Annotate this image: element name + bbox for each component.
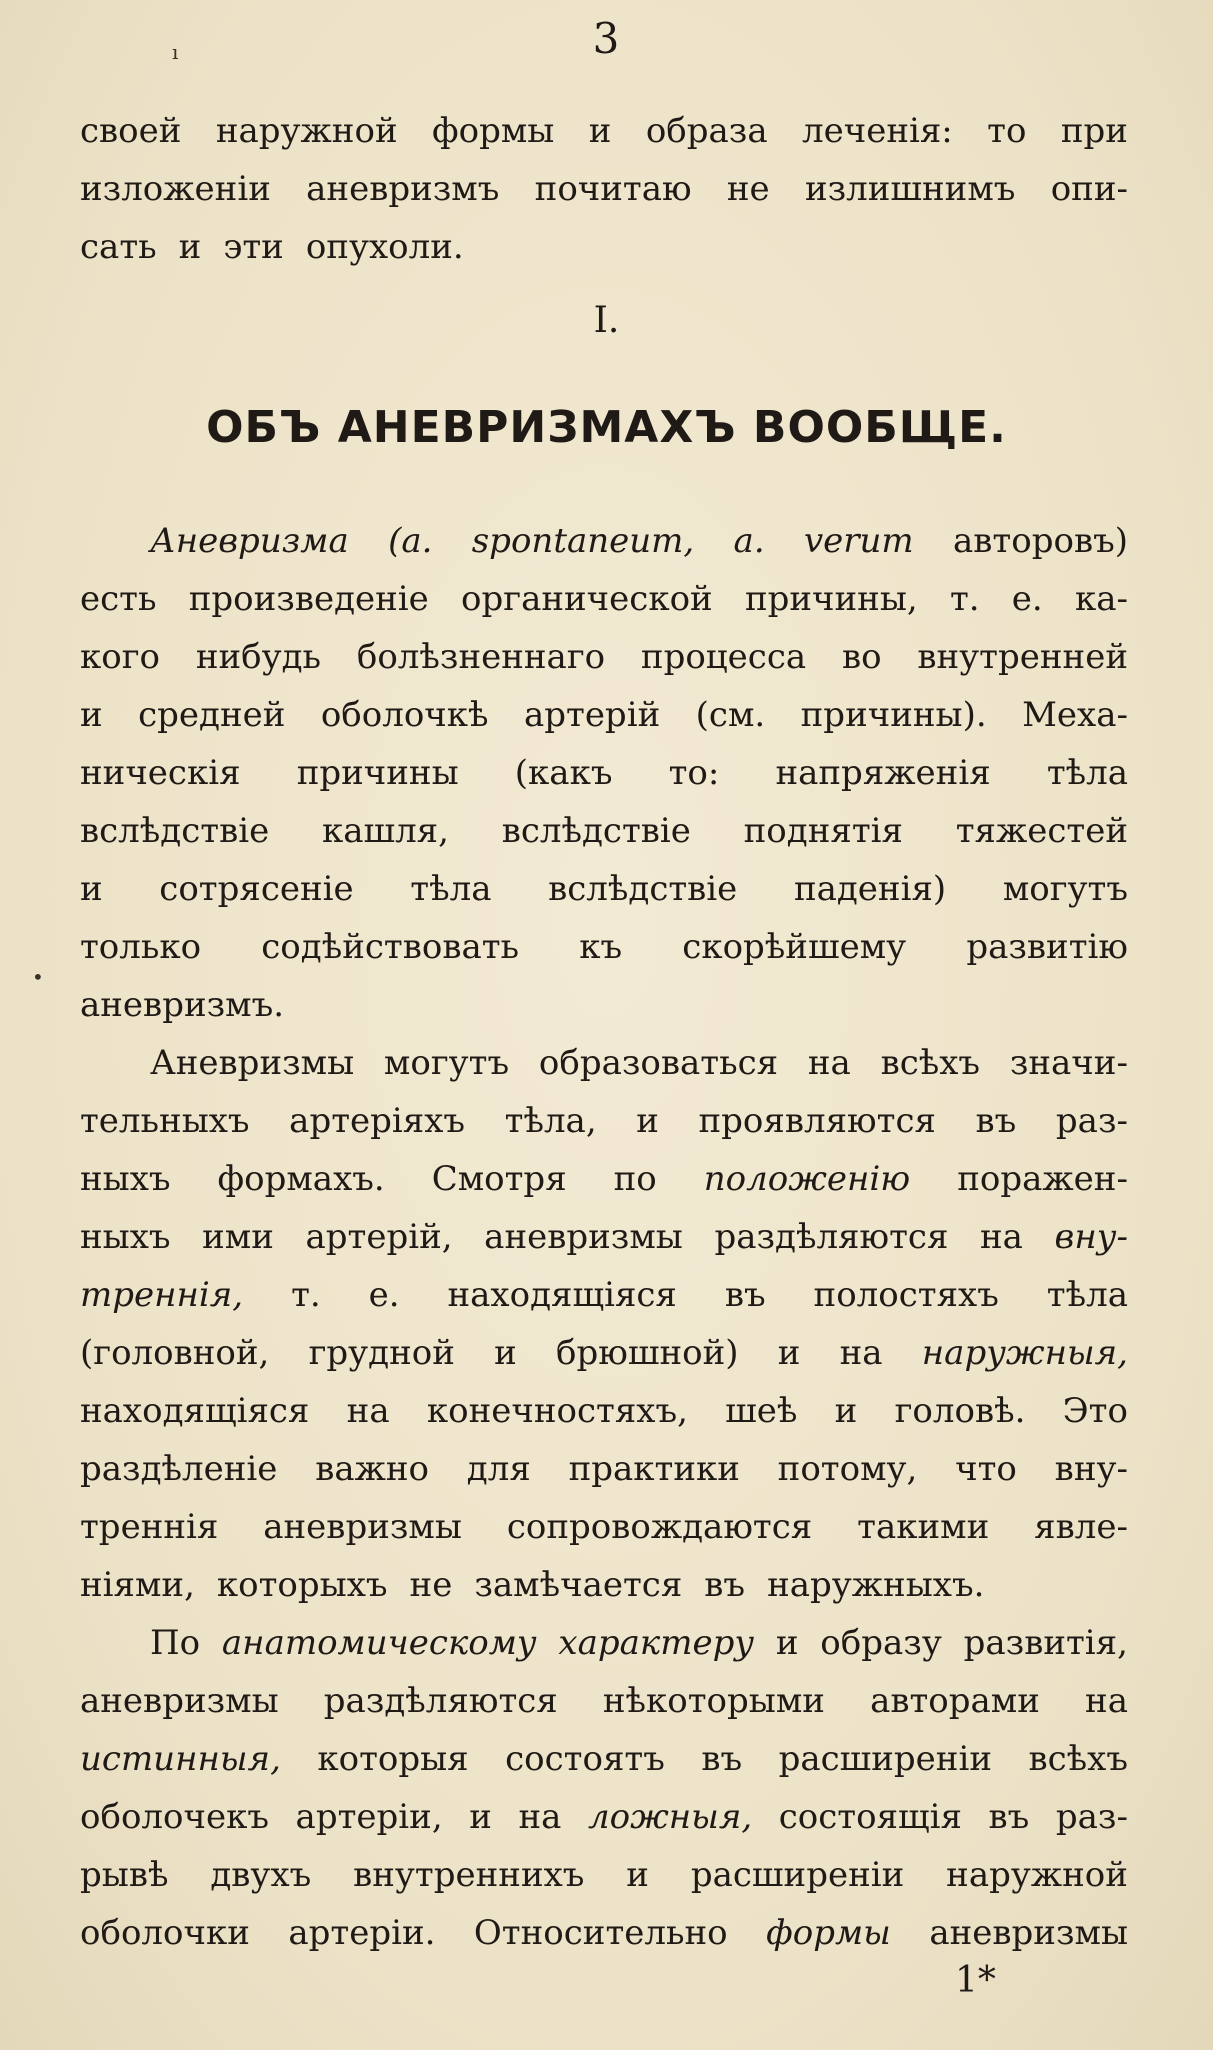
text-line bbox=[80, 918, 1128, 976]
word: наружной bbox=[946, 1855, 1128, 1895]
word: на bbox=[839, 1333, 883, 1373]
word: раз- bbox=[1055, 1797, 1128, 1837]
word: анатомическому bbox=[221, 1623, 537, 1663]
word: болѣзненнаго bbox=[356, 637, 606, 677]
word: и bbox=[777, 1333, 801, 1373]
word: значи- bbox=[1009, 1043, 1128, 1083]
word: важно bbox=[315, 1449, 430, 1489]
word: рывѣ bbox=[80, 1855, 169, 1895]
word: на bbox=[807, 1043, 851, 1083]
word: образоваться bbox=[538, 1043, 779, 1083]
word: кашля, bbox=[321, 811, 449, 851]
word: и bbox=[178, 227, 202, 267]
text-line bbox=[80, 1266, 1128, 1324]
word: почитаю bbox=[534, 169, 692, 209]
text-line bbox=[80, 802, 1128, 860]
word: образу bbox=[820, 1623, 942, 1663]
word: могутъ bbox=[1002, 869, 1128, 909]
print-speck: • bbox=[32, 965, 44, 989]
word: раздѣляются bbox=[323, 1681, 558, 1721]
word: треннія bbox=[80, 1507, 219, 1547]
word: находящіяся bbox=[80, 1391, 310, 1431]
word: леченія: bbox=[802, 111, 953, 151]
word: сопровождаются bbox=[506, 1507, 813, 1547]
word: явле- bbox=[1034, 1507, 1128, 1547]
word: конечностяхъ, bbox=[426, 1391, 688, 1431]
word: наружныя, bbox=[921, 1333, 1128, 1373]
word: содѣйствовать bbox=[261, 927, 520, 967]
word: на bbox=[346, 1391, 390, 1431]
intro-text bbox=[80, 102, 1128, 276]
text-line bbox=[80, 512, 1128, 570]
word: двухъ bbox=[210, 1855, 312, 1895]
text-line bbox=[80, 1034, 1128, 1092]
word: по bbox=[613, 1159, 657, 1199]
text-line bbox=[80, 160, 1128, 218]
text-line bbox=[80, 1208, 1128, 1266]
word: треннія, bbox=[80, 1275, 244, 1315]
word: характеру bbox=[558, 1623, 755, 1663]
word: ими bbox=[202, 1217, 274, 1257]
word: раз- bbox=[1055, 1101, 1128, 1141]
word: которыхъ bbox=[216, 1565, 388, 1605]
word: при bbox=[1060, 111, 1128, 151]
word: spontaneum, bbox=[471, 521, 695, 561]
paragraph bbox=[80, 1614, 1128, 1962]
word: Это bbox=[1062, 1391, 1128, 1431]
word: вну- bbox=[1054, 1217, 1128, 1257]
word: въ bbox=[724, 1275, 766, 1315]
word: внутренней bbox=[917, 637, 1128, 677]
word: и bbox=[775, 1623, 799, 1663]
word: тяжестей bbox=[955, 811, 1128, 851]
word: положенію bbox=[703, 1159, 911, 1199]
text-line bbox=[80, 1092, 1128, 1150]
paragraph bbox=[80, 1034, 1128, 1614]
section-heading: ОБЪ АНЕВРИЗМАХЪ ВООБЩЕ. bbox=[206, 402, 1007, 453]
word: которыя bbox=[317, 1739, 469, 1779]
word: (см. bbox=[695, 695, 766, 735]
word: аневризмъ bbox=[306, 169, 500, 209]
word: артерій bbox=[523, 695, 661, 735]
word: аневризмы bbox=[929, 1913, 1128, 1953]
word: на bbox=[1085, 1681, 1128, 1721]
paragraph bbox=[80, 512, 1128, 1034]
word: грудной bbox=[308, 1333, 455, 1373]
word: причины bbox=[296, 753, 459, 793]
word: изложеніи bbox=[80, 169, 271, 209]
word: есть bbox=[80, 579, 157, 619]
word: ложныя, bbox=[587, 1797, 753, 1837]
word: verum bbox=[803, 521, 914, 561]
word: произведеніе bbox=[188, 579, 429, 619]
word: находящіяся bbox=[447, 1275, 677, 1315]
word: Меха- bbox=[1022, 695, 1128, 735]
word: артеріяхъ bbox=[289, 1101, 466, 1141]
body-text bbox=[80, 512, 1128, 1962]
word: Аневризма bbox=[150, 521, 349, 561]
word: наружной bbox=[215, 111, 398, 151]
word: причины). bbox=[800, 695, 987, 735]
word: аневризмы bbox=[80, 1681, 279, 1721]
word: и bbox=[80, 695, 103, 735]
word: во bbox=[841, 637, 882, 677]
word: и bbox=[626, 1855, 649, 1895]
word: формы bbox=[432, 111, 555, 151]
word: тельныхъ bbox=[80, 1101, 250, 1141]
word: вслѣдствіе bbox=[501, 811, 691, 851]
word: оболочекъ bbox=[80, 1797, 269, 1837]
word: (головной, bbox=[80, 1333, 270, 1373]
word: своей bbox=[80, 111, 182, 151]
text-line bbox=[80, 102, 1128, 160]
word: и bbox=[80, 869, 103, 909]
word: и bbox=[494, 1333, 517, 1373]
word: ніями, bbox=[80, 1565, 195, 1605]
signature-mark: 1* bbox=[955, 1960, 996, 2001]
word: вслѣдствіе bbox=[548, 869, 738, 909]
word: т. bbox=[291, 1275, 321, 1315]
word: (а. bbox=[388, 521, 433, 561]
text-line bbox=[80, 1730, 1128, 1788]
text-line bbox=[80, 1614, 1128, 1672]
word: нѣкоторыми bbox=[602, 1681, 825, 1721]
word: въ bbox=[975, 1101, 1017, 1141]
word: авторами bbox=[870, 1681, 1040, 1721]
text-line bbox=[80, 976, 1128, 1034]
word: напряженія bbox=[775, 753, 991, 793]
word: потому, bbox=[777, 1449, 918, 1489]
word: поражен- bbox=[957, 1159, 1128, 1199]
word: то bbox=[987, 111, 1027, 151]
word: на bbox=[518, 1797, 562, 1837]
word: Относительно bbox=[473, 1913, 728, 1953]
word: такими bbox=[857, 1507, 990, 1547]
text-line bbox=[80, 860, 1128, 918]
text-line bbox=[80, 686, 1128, 744]
word: не bbox=[726, 169, 770, 209]
page-number: 3 bbox=[592, 14, 621, 63]
text-line bbox=[80, 628, 1128, 686]
word: вну- bbox=[1054, 1449, 1128, 1489]
word: головѣ. bbox=[894, 1391, 1026, 1431]
word: расширеніи bbox=[690, 1855, 905, 1895]
word: состоящія bbox=[778, 1797, 962, 1837]
word: и bbox=[834, 1391, 858, 1431]
word: и bbox=[469, 1797, 492, 1837]
word: причины, bbox=[744, 579, 918, 619]
word: a. bbox=[733, 521, 765, 561]
word: процесса bbox=[640, 637, 807, 677]
word: и bbox=[588, 111, 612, 151]
word: то: bbox=[668, 753, 720, 793]
word: формы bbox=[766, 1913, 891, 1953]
word: развитія, bbox=[963, 1623, 1128, 1663]
word: эти bbox=[223, 227, 284, 267]
word: тѣла bbox=[410, 869, 492, 909]
word: органической bbox=[461, 579, 713, 619]
word: внутреннихъ bbox=[353, 1855, 585, 1895]
word: опухоли. bbox=[305, 227, 464, 267]
word: проявляются bbox=[698, 1101, 936, 1141]
word: нибудь bbox=[195, 637, 322, 677]
word: артеріи. bbox=[288, 1913, 436, 1953]
word: тѣла, bbox=[504, 1101, 597, 1141]
text-line bbox=[80, 218, 1128, 276]
text-line bbox=[80, 744, 1128, 802]
text-line bbox=[80, 1788, 1128, 1846]
word: скорѣйшему bbox=[682, 927, 907, 967]
word: могутъ bbox=[383, 1043, 510, 1083]
word: наружныхъ. bbox=[767, 1565, 985, 1605]
text-line bbox=[80, 1498, 1128, 1556]
word: практики bbox=[568, 1449, 740, 1489]
word: оболочки bbox=[80, 1913, 250, 1953]
word: ныхъ bbox=[80, 1159, 171, 1199]
word: аневризмы bbox=[484, 1217, 683, 1257]
word: авторовъ) bbox=[953, 521, 1128, 561]
word: опи- bbox=[1050, 169, 1128, 209]
word: тѣла bbox=[1046, 1275, 1128, 1315]
word: къ bbox=[579, 927, 623, 967]
word: всѣхъ bbox=[1028, 1739, 1128, 1779]
word: артерій, bbox=[305, 1217, 453, 1257]
word: всѣхъ bbox=[880, 1043, 981, 1083]
word: раздѣляются bbox=[714, 1217, 949, 1257]
word: По bbox=[150, 1623, 201, 1663]
word: ническія bbox=[80, 753, 241, 793]
word: артеріи, bbox=[295, 1797, 443, 1837]
word: е. bbox=[368, 1275, 400, 1315]
word: аневризмы bbox=[263, 1507, 462, 1547]
word: шеѣ bbox=[725, 1391, 798, 1431]
word: полостяхъ bbox=[813, 1275, 999, 1315]
word: оболочкѣ bbox=[320, 695, 489, 735]
word: замѣчается bbox=[474, 1565, 683, 1605]
word: ныхъ bbox=[80, 1217, 171, 1257]
word: Смотря bbox=[431, 1159, 567, 1199]
text-line bbox=[80, 1382, 1128, 1440]
word: ка- bbox=[1074, 579, 1128, 619]
text-line bbox=[80, 1846, 1128, 1904]
text-line bbox=[80, 1150, 1128, 1208]
word: состоятъ bbox=[505, 1739, 665, 1779]
text-line bbox=[80, 1440, 1128, 1498]
text-line bbox=[80, 1324, 1128, 1382]
word: въ bbox=[988, 1797, 1030, 1837]
word: не bbox=[409, 1565, 453, 1605]
word: развитію bbox=[966, 927, 1128, 967]
word: поднятія bbox=[743, 811, 903, 851]
word: и bbox=[636, 1101, 659, 1141]
word: сотрясеніе bbox=[159, 869, 354, 909]
word: истинныя, bbox=[80, 1739, 281, 1779]
word: сать bbox=[80, 227, 157, 267]
word: излишнимъ bbox=[804, 169, 1016, 209]
word: кого bbox=[80, 637, 161, 677]
word: въ bbox=[704, 1565, 746, 1605]
word: т. bbox=[949, 579, 980, 619]
word: что bbox=[955, 1449, 1017, 1489]
word: брюшной) bbox=[556, 1333, 739, 1373]
word: (какъ bbox=[514, 753, 613, 793]
word: расширеніи bbox=[778, 1739, 992, 1779]
word: для bbox=[466, 1449, 531, 1489]
text-line bbox=[80, 1672, 1128, 1730]
word: въ bbox=[701, 1739, 743, 1779]
word: Аневризмы bbox=[150, 1043, 355, 1083]
word: вслѣдствіе bbox=[80, 811, 270, 851]
word: раздѣленіе bbox=[80, 1449, 278, 1489]
section-number: I. bbox=[593, 300, 620, 341]
word: аневризмъ. bbox=[80, 985, 285, 1025]
text-line bbox=[80, 1556, 1128, 1614]
word: формахъ. bbox=[217, 1159, 385, 1199]
word: паденія) bbox=[793, 869, 947, 909]
text-line bbox=[80, 1904, 1128, 1962]
print-speck: ı bbox=[172, 40, 179, 64]
word: средней bbox=[138, 695, 286, 735]
word: на bbox=[980, 1217, 1023, 1257]
word: только bbox=[80, 927, 202, 967]
word: тѣла bbox=[1046, 753, 1128, 793]
text-line bbox=[80, 570, 1128, 628]
word: образа bbox=[645, 111, 768, 151]
word: е. bbox=[1011, 579, 1043, 619]
